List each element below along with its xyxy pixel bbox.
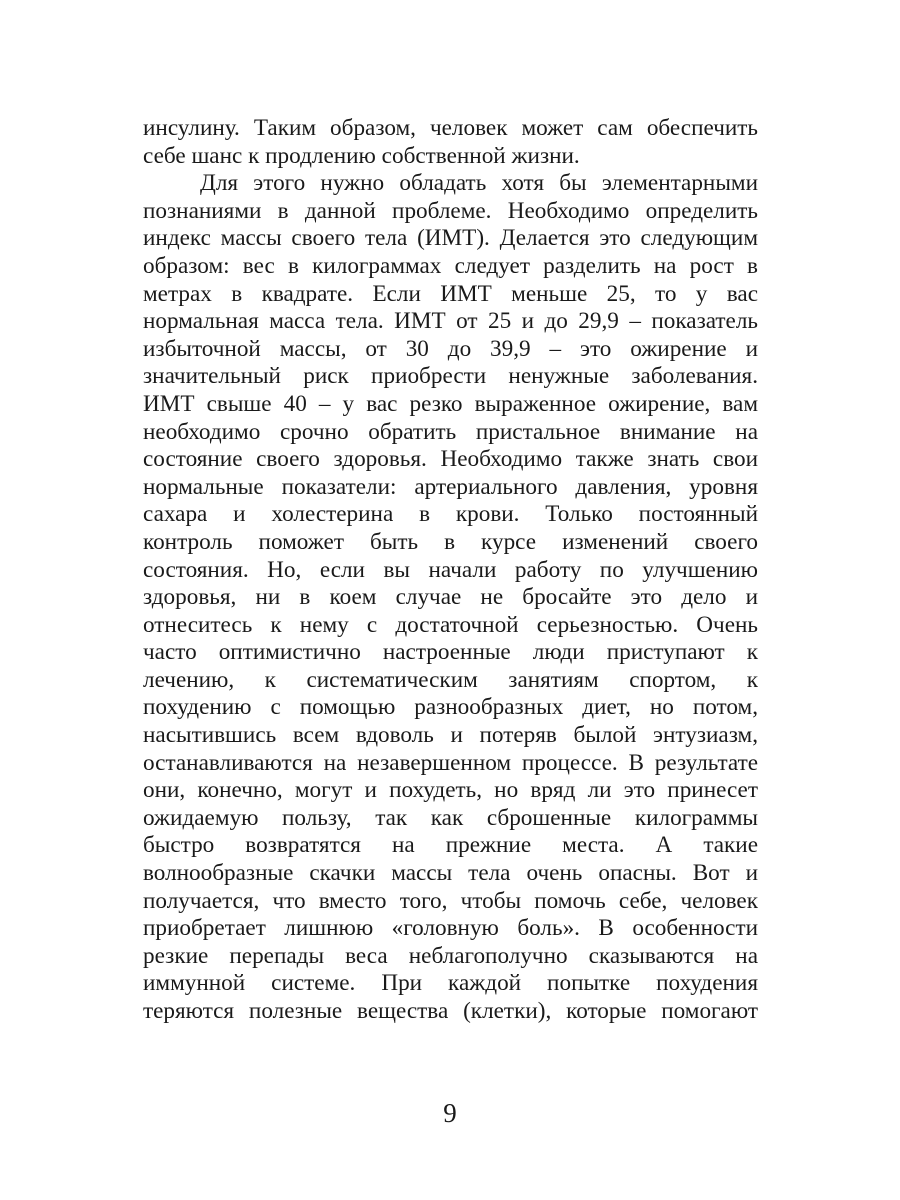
text-line: лечению, к систематическим занятиям спортом, к <box>143 666 758 693</box>
text-line: значительный риск приобрести ненужные заболевания. <box>143 363 758 390</box>
text-line: получается, что вместо того, чтобы помочь себе, человек <box>143 887 758 914</box>
text-line: останавливаются на незавершенном процессе. В результате <box>143 749 758 776</box>
text-line: похудению с помощью разнообразных диет, но потом, <box>143 694 758 721</box>
text-line: состояния. Но, если вы начали работу по улучшению <box>143 556 758 583</box>
text-line: метрах в квадрате. Если ИМТ меньше 25, то у вас <box>143 280 758 307</box>
text-line: избыточной массы, от 30 до 39,9 – это ожирение и <box>143 335 758 362</box>
text-line: ИМТ свыше 40 – у вас резко выраженное ожирение, вам <box>143 390 758 417</box>
text-line: ожидаемую пользу, так как сброшенные килограммы <box>143 804 758 831</box>
text-line: познаниями в данной проблеме. Необходимо определить <box>143 197 758 224</box>
page-number: 9 <box>443 1098 457 1128</box>
text-line: волнообразные скачки массы тела очень опасны. Вот и <box>143 860 758 887</box>
text-line: отнеситесь к нему с достаточной серьезностью. Очень <box>143 611 758 638</box>
body-text <box>143 115 758 1026</box>
paragraph <box>143 115 758 170</box>
text-line: приобретает лишнюю «головную боль». В особенности <box>143 915 758 942</box>
text-line: инсулину. Таким образом, человек может сам обеспечить <box>143 115 758 141</box>
text-line: необходимо срочно обратить пристальное внимание на <box>143 418 758 445</box>
text-line: себе шанс к продлению собственной жизни. <box>143 142 580 169</box>
text-line: нормальная масса тела. ИМТ от 25 и до 29,9 – показатель <box>143 308 758 335</box>
text-line: быстро возвратятся на прежние места. А такие <box>143 832 758 859</box>
text-line: состояние своего здоровья. Необходимо также знать свои <box>143 446 758 473</box>
text-line: теряются полезные вещества (клетки), которые помогают <box>143 998 758 1024</box>
text-line: образом: вес в килограммах следует разделить на рост в <box>143 252 758 279</box>
text-line: нормальные показатели: артериального давления, уровня <box>143 473 758 500</box>
text-line: здоровья, ни в коем случае не бросайте это дело и <box>143 584 758 611</box>
text-line: сахара и холестерина в крови. Только постоянный <box>143 501 758 528</box>
text-line: индекс массы своего тела (ИМТ). Делается это следующим <box>143 225 758 252</box>
text-line: контроль поможет быть в курсе изменений своего <box>143 528 758 555</box>
text-line: Для этого нужно обладать хотя бы элементарными <box>200 170 758 197</box>
text-line: они, конечно, могут и похудеть, но вряд ли это принесет <box>143 777 758 804</box>
text-line: часто оптимистично настроенные люди приступают к <box>143 639 758 666</box>
paragraph <box>143 170 758 1025</box>
text-line: резкие перепады веса неблагополучно сказываются на <box>143 942 758 969</box>
text-line: иммунной системе. При каждой попытке похудения <box>143 970 758 997</box>
text-line: насытившись всем вдоволь и потеряв былой энтузиазм, <box>143 722 758 749</box>
